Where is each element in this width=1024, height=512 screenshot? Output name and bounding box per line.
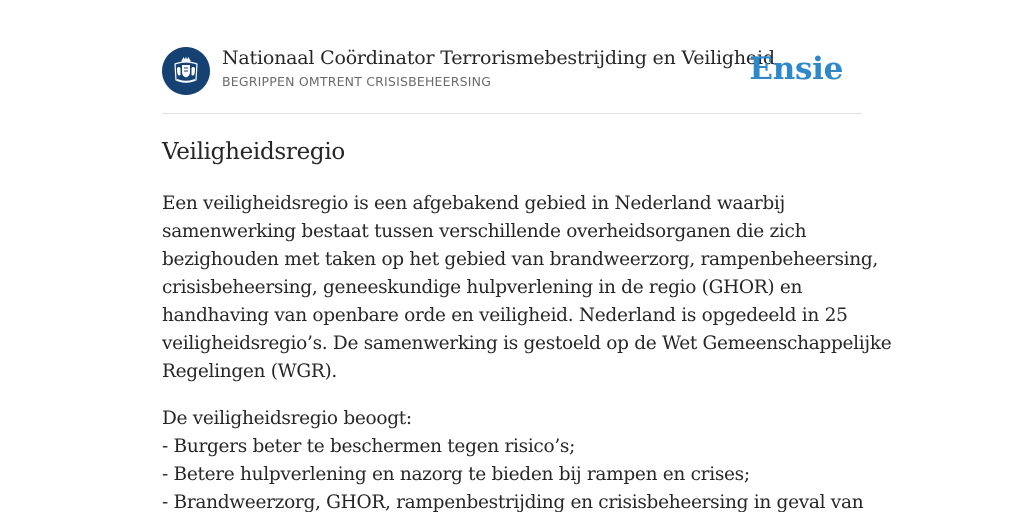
- paragraph-line: Regelingen (WGR).: [162, 361, 337, 382]
- page: [162, 0, 892, 512]
- paragraph-line: Een veiligheidsregio is een afgebakend gebied in Nederland waarbij: [162, 193, 785, 214]
- header-divider: [162, 113, 862, 114]
- paragraph-line: samenwerking bestaat tussen verschillende overheidsorganen die zich: [162, 221, 807, 242]
- royal-coat-of-arms-icon[interactable]: [162, 47, 210, 95]
- site-header: [162, 46, 862, 96]
- paragraph-line: veiligheidsregio’s. De samenwerking is gestoeld op de Wet Gemeenschappelijke: [162, 333, 892, 354]
- paragraph-line: De veiligheidsregio beoogt:: [162, 408, 412, 429]
- organization-name: Nationaal Coördinator Terrorismebestrijding en Veiligheid: [222, 47, 775, 69]
- list-item: - Betere hulpverlening en nazorg te bieden bij rampen en crises;: [162, 464, 750, 485]
- definition-paragraph: [162, 190, 891, 386]
- paragraph-line: crisisbeheersing, geneeskundige hulpverlening in de regio (GHOR) en: [162, 277, 803, 298]
- coat-of-arms-graphic: [168, 53, 204, 89]
- list-item: - Burgers beter te beschermen tegen risico’s;: [162, 436, 576, 457]
- ensie-logo[interactable]: Ensie: [749, 51, 843, 87]
- paragraph-line: handhaving van openbare orde en veiligheid. Nederland is opgedeeld in 25: [162, 305, 848, 326]
- goals-paragraph: [162, 405, 863, 512]
- term-title: Veiligheidsregio: [162, 139, 345, 165]
- category-subtitle[interactable]: BEGRIPPEN OMTRENT CRISISBEHEERSING: [222, 74, 492, 89]
- paragraph-line: bezighouden met taken op het gebied van brandweerzorg, rampenbeheersing,: [162, 249, 879, 270]
- list-item: - Brandweerzorg, GHOR, rampenbestrijding en crisisbeheersing in geval van: [162, 492, 864, 512]
